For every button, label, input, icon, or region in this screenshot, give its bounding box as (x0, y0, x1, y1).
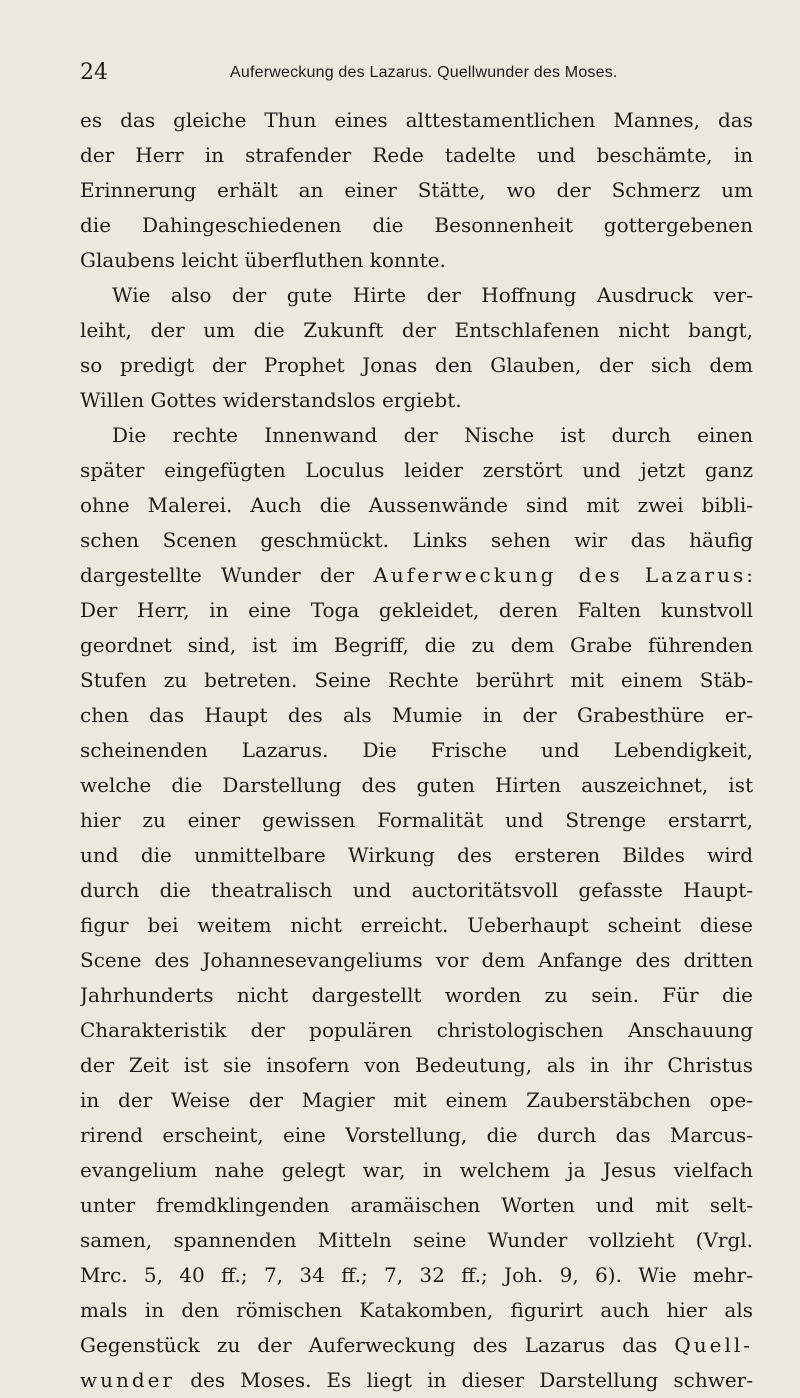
text-line-segment: dargestellte Wunder der (80, 563, 374, 587)
text-line: Willen Gottes widerstandslos ergiebt. (80, 388, 462, 412)
text-line: in der Weise der Magier mit einem Zauberstäbchen ope- (80, 1088, 753, 1112)
text-line: samen, spannenden Mitteln seine Wunder vollzieht (Vrgl. (80, 1228, 753, 1252)
spaced-emphasis: Quell- (674, 1333, 753, 1357)
page-header (80, 60, 740, 86)
text-line: Die rechte Innenwand der Nische ist durch einen (112, 423, 753, 447)
text-line-segment: des Moses. Es liegt in dieser Darstellung schwer- (175, 1368, 753, 1392)
text-line: und die unmittelbare Wirkung des ersteren Bildes wird (80, 843, 753, 867)
text-line: figur bei weitem nicht erreicht. Ueberhaupt scheint diese (80, 913, 753, 937)
text-line: welche die Darstellung des guten Hirten auszeichnet, ist (80, 773, 753, 797)
text-line: später eingefügten Loculus leider zerstört und jetzt ganz (80, 458, 753, 482)
text-line-segment: Gegenstück zu der Auferweckung des Lazarus das (80, 1333, 675, 1357)
text-line-segment: : (746, 563, 753, 587)
text-line: Stufen zu betreten. Seine Rechte berührt mit einem Stäb- (80, 668, 753, 692)
text-line: der Zeit ist sie insofern von Bedeutung, als in ihr Christus (80, 1053, 753, 1077)
text-line: leiht, der um die Zukunft der Entschlafenen nicht bangt, (80, 318, 753, 342)
text-line: Jahrhunderts nicht dargestellt worden zu sein. Für die (80, 983, 753, 1007)
text-line: rirend erscheint, eine Vorstellung, die durch das Marcus- (80, 1123, 753, 1147)
text-line: ohne Malerei. Auch die Aussenwände sind mit zwei bibli- (80, 493, 753, 517)
spaced-emphasis: wunder (80, 1368, 176, 1392)
text-line: evangelium nahe gelegt war, in welchem ja Jesus vielfach (80, 1158, 753, 1182)
text-line: geordnet sind, ist im Begriff, die zu dem Grabe führenden (80, 633, 753, 657)
text-line: durch die theatralisch und auctoritätsvoll gefasste Haupt- (80, 878, 753, 902)
text-line: Erinnerung erhält an einer Stätte, wo der Schmerz um (80, 178, 753, 202)
text-line (80, 1328, 753, 1363)
text-line: der Herr in strafender Rede tadelte und beschämte, in (80, 143, 753, 167)
text-line: die Dahingeschiedenen die Besonnenheit gottergebenen (80, 213, 753, 237)
text-line (80, 558, 753, 593)
text-line: Mrc. 5, 40 ff.; 7, 34 ff.; 7, 32 ff.; Joh. 9, 6). Wie mehr- (80, 1263, 753, 1287)
running-head: Auferweckung des Lazarus. Quellwunder des Moses. (230, 64, 618, 81)
text-line: Glaubens leicht überfluthen konnte. (80, 248, 446, 272)
text-line: hier zu einer gewissen Formalität und Strenge erstarrt, (80, 808, 753, 832)
text-line: schen Scenen geschmückt. Links sehen wir das häufig (80, 528, 753, 552)
text-line: unter fremdklingenden aramäischen Worten und mit selt- (80, 1193, 753, 1217)
text-line: chen das Haupt des als Mumie in der Grabesthüre er- (80, 703, 753, 727)
page-number: 24 (80, 60, 108, 85)
spaced-emphasis: Auferweckung des Lazarus (373, 563, 747, 587)
text-line (80, 1363, 753, 1398)
body-text (80, 103, 753, 1398)
text-line: so predigt der Prophet Jonas den Glauben, der sich dem (80, 353, 753, 377)
text-line: es das gleiche Thun eines alttestamentlichen Mannes, das (80, 108, 753, 132)
text-line: mals in den römischen Katakomben, figurirt auch hier als (80, 1298, 753, 1322)
text-line: Charakteristik der populären christologischen Anschauung (80, 1018, 753, 1042)
text-line: scheinenden Lazarus. Die Frische und Lebendigkeit, (80, 738, 753, 762)
text-line: Wie also der gute Hirte der Hoffnung Ausdruck ver- (112, 283, 753, 307)
text-line: Der Herr, in eine Toga gekleidet, deren Falten kunstvoll (80, 598, 753, 622)
text-line: Scene des Johannesevangeliums vor dem Anfange des dritten (80, 948, 753, 972)
